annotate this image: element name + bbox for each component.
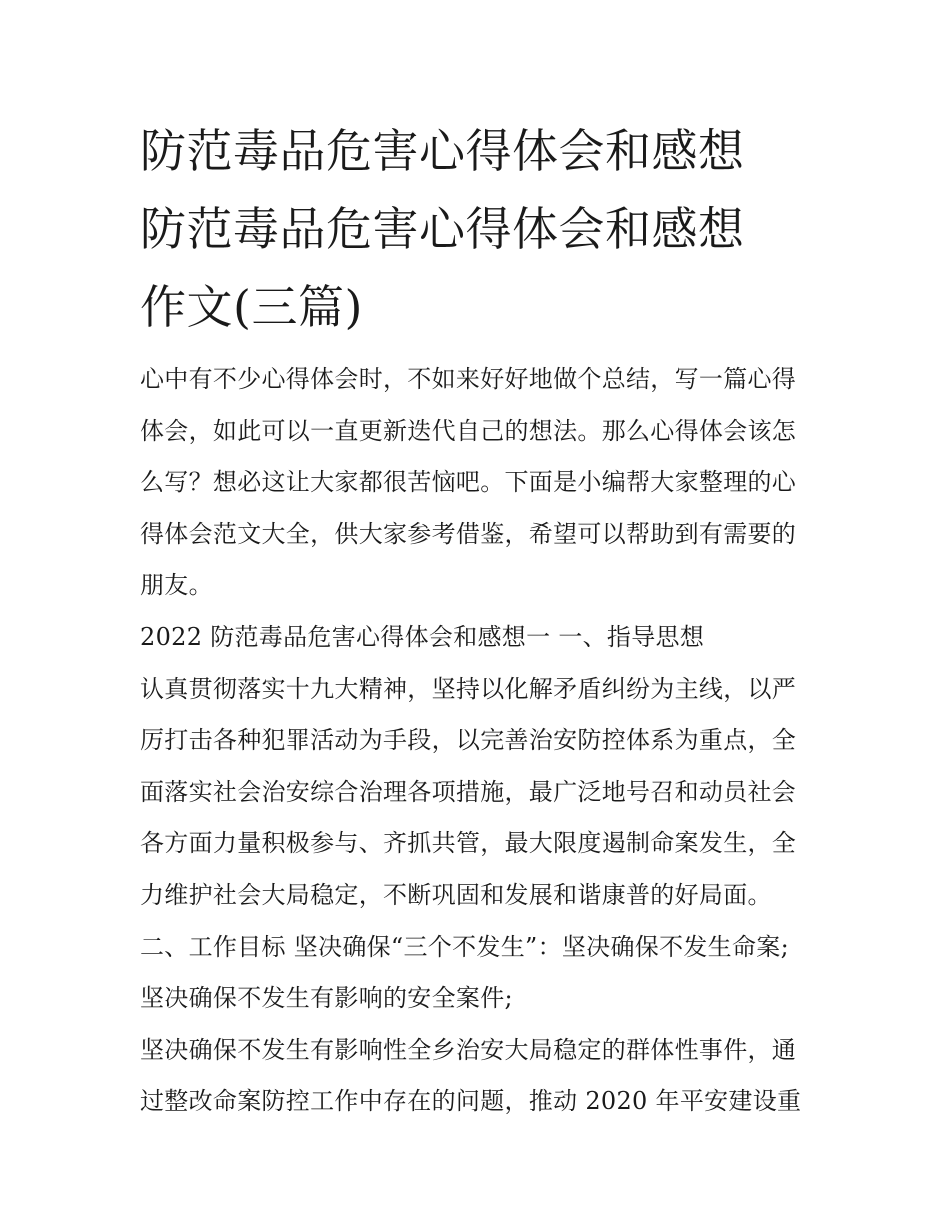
body-line: 二、工作目标 坚决确保“三个不发生”：坚决确保不发生命案; [140,932,789,961]
body-line: 面落实社会治安综合治理各项措施，最广泛地号召和动员社会 [140,777,797,806]
body-line: 各方面力量积极参与、齐抓共管，最大限度遏制命案发生，全 [140,829,797,858]
body-line: 坚决确保不发生有影响的安全案件; [140,984,513,1013]
body-line: 么写？想必这让大家都很苦恼吧。下面是小编帮大家整理的心 [140,468,797,497]
document-page [140,112,812,1128]
body-line: 过整改命案防控工作中存在的问题，推动 2020 年平安建设重 [140,1087,802,1116]
body-line: 体会，如此可以一直更新迭代自己的想法。那么心得体会该怎 [140,416,797,445]
title-line: 防范毒品危害心得体会和感想 [140,202,745,256]
body-line: 力维护社会大局稳定，不断巩固和发展和谐康普的好局面。 [140,880,772,909]
section-heading-line: 2022 防范毒品危害心得体会和感想一 一、指导思想 [140,622,705,651]
document-title [140,112,812,346]
title-line: 作文(三篇) [140,280,363,334]
body-line: 认真贯彻落实十九大精神，坚持以化解矛盾纠纷为主线，以严 [140,674,797,703]
body-line: 朋友。 [140,571,213,600]
title-line: 防范毒品危害心得体会和感想 [140,124,745,178]
body-line: 心中有不少心得体会时，不如来好好地做个总结，写一篇心得 [140,365,797,393]
body-line: 坚决确保不发生有影响性全乡治安大局稳定的群体性事件，通 [140,1035,797,1064]
body-line: 得体会范文大全，供大家参考借鉴，希望可以帮助到有需要的 [140,519,797,548]
document-body [140,354,812,1128]
body-line: 厉打击各种犯罪活动为手段，以完善治安防控体系为重点，全 [140,726,797,755]
